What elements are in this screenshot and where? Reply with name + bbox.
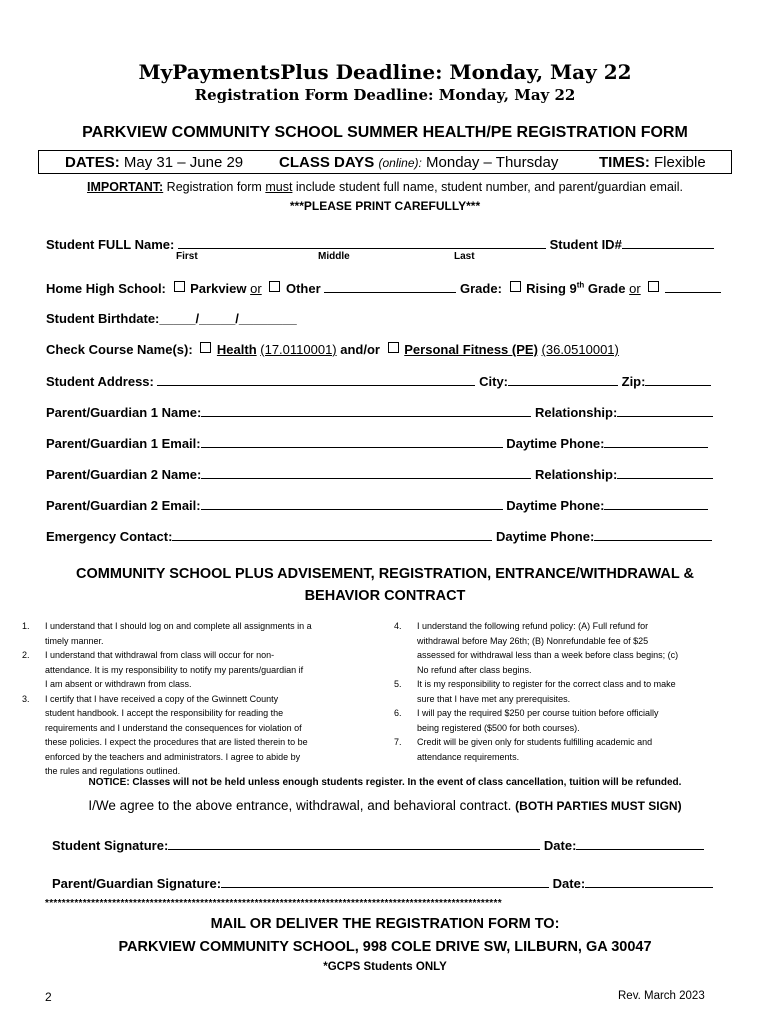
contract-item-line: student handbook. I accept the responsibility for reading the — [45, 708, 284, 718]
pe-checkbox[interactable] — [388, 342, 399, 353]
other-school-field[interactable] — [324, 279, 456, 293]
payments-deadline: MyPaymentsPlus Deadline: Monday, May 22 — [138, 60, 632, 84]
daytime-phone-label-2: Daytime Phone: — [506, 498, 605, 513]
contract-item-line: the rules and regulations outlined. — [45, 766, 181, 776]
health-checkbox[interactable] — [200, 342, 211, 353]
address-row — [46, 372, 711, 389]
contract-item-line: I understand the following refund policy: (A) Full refund for — [417, 621, 649, 631]
other-grade-field[interactable] — [665, 279, 721, 293]
other-label: Other — [285, 281, 321, 296]
pg2-email-row — [46, 496, 708, 513]
zip-field[interactable] — [645, 372, 711, 386]
student-date-label: Date: — [543, 838, 577, 853]
health-label: Health — [216, 342, 257, 357]
important-must: must — [265, 180, 293, 194]
rising-label: Rising 9th Grade — [526, 280, 626, 296]
student-signature-field[interactable] — [168, 836, 540, 850]
form-title: PARKVIEW COMMUNITY SCHOOL SUMMER HEALTH/PE REGISTRATION FORM — [82, 124, 688, 141]
dates — [65, 154, 243, 171]
middle-label: Middle — [318, 251, 350, 262]
contract-item-line: I understand that withdrawal from class will occur for non- — [45, 650, 275, 660]
contract-item-line: I certify that I have received a copy of the Gwinnett County — [45, 693, 279, 704]
daytime-phone-field-2[interactable] — [604, 496, 708, 510]
pe-code: (36.0510001) — [541, 342, 619, 357]
contract-item-line: I will pay the required $250 per course tuition before officially — [417, 708, 659, 718]
class-days-label: CLASS DAYS — [279, 154, 375, 171]
daytime-phone-field-1[interactable] — [604, 434, 708, 448]
student-date-field[interactable] — [576, 836, 704, 850]
contract-item-number: 4. — [394, 621, 402, 631]
important-label: IMPORTANT: — [87, 180, 164, 194]
contract-list-left — [22, 619, 367, 774]
dates-label: DATES: — [65, 154, 120, 171]
course-row — [46, 342, 619, 357]
contract-item-number: 1. — [22, 621, 30, 631]
important-text-b: include student full name, student number, and parent/guardian email. — [292, 180, 683, 194]
student-signature-row — [52, 836, 704, 853]
city-field[interactable] — [508, 372, 618, 386]
check-course-label: Check Course Name(s): — [46, 342, 193, 357]
home-school-label: Home High School: — [46, 281, 166, 296]
other-grade-checkbox[interactable] — [648, 281, 659, 292]
rising-9th-checkbox[interactable] — [510, 281, 521, 292]
or-text-grade: or — [629, 281, 641, 296]
contract-title-line1: COMMUNITY SCHOOL PLUS ADVISEMENT, REGISTRATION, ENTRANCE/WITHDRAWAL & — [76, 566, 694, 582]
birthdate-field[interactable]: Student Birthdate:_____/_____/________ — [46, 311, 297, 326]
revision: Rev. March 2023 — [618, 990, 705, 1002]
contract-item-line: withdrawal before May 26th; (B) Nonrefundable fee of $25 — [417, 635, 649, 646]
important-note — [0, 180, 770, 194]
both-parties-note: (BOTH PARTIES MUST SIGN) — [515, 799, 682, 813]
pg2-name-field[interactable] — [201, 465, 531, 479]
student-id-field[interactable] — [622, 235, 714, 249]
info-box — [38, 150, 732, 174]
pg1-name-field[interactable] — [201, 403, 531, 417]
student-name-row — [46, 235, 714, 252]
parkview-label: Parkview — [190, 281, 247, 296]
pg1-email-label: Parent/Guardian 1 Email: — [46, 436, 201, 451]
last-label: Last — [454, 251, 475, 262]
class-days — [279, 154, 558, 171]
contract-item-line: No refund after class begins. — [417, 664, 532, 675]
separator-stars: ************************************************************************************************************* — [45, 898, 502, 909]
pg1-name-row — [46, 403, 713, 420]
times-value: Flexible — [654, 154, 706, 171]
student-address-label: Student Address: — [46, 374, 154, 389]
form-deadline: Registration Form Deadline: Monday, May 22 — [194, 86, 576, 104]
pg1-email-field[interactable] — [201, 434, 503, 448]
relationship-field-2[interactable] — [617, 465, 713, 479]
dates-value: May 31 – June 29 — [123, 154, 244, 171]
contract-item-line: It is my responsibility to register for the correct class and to make — [417, 679, 676, 689]
city-label: City: — [479, 374, 508, 389]
relationship-label-2: Relationship: — [534, 467, 618, 482]
relationship-field-1[interactable] — [617, 403, 713, 417]
pe-label: Personal Fitness (PE) — [404, 342, 538, 357]
gcps-note: *GCPS Students ONLY — [323, 961, 447, 973]
contract-item-line: sure that I have met any prerequisites. — [417, 693, 571, 704]
zip-label: Zip: — [621, 374, 646, 389]
contract-item-line: I understand that I should log on and complete all assignments in a — [45, 621, 312, 631]
student-address-field[interactable] — [157, 372, 475, 386]
pg1-name-label: Parent/Guardian 1 Name: — [46, 405, 202, 420]
contract-item-number: 7. — [394, 737, 402, 747]
times — [599, 154, 706, 171]
student-name-label: Student FULL Name: — [46, 237, 175, 252]
student-id-label: Student ID# — [549, 237, 622, 252]
student-signature-label: Student Signature: — [52, 838, 169, 853]
pg2-email-label: Parent/Guardian 2 Email: — [46, 498, 201, 513]
parent-signature-label: Parent/Guardian Signature: — [52, 876, 222, 891]
mail-line1: MAIL OR DELIVER THE REGISTRATION FORM TO: — [210, 916, 560, 932]
contract-item-number: 3. — [22, 693, 30, 704]
parkview-checkbox[interactable] — [174, 281, 185, 292]
health-code: (17.0110001) — [260, 342, 337, 357]
contract-item-line: assessed for withdrawal less than a week before class begins; (c) — [417, 650, 679, 660]
relationship-label-1: Relationship: — [534, 405, 618, 420]
andor-text: and/or — [340, 342, 380, 357]
contract-item-number: 5. — [394, 679, 402, 689]
contract-item-line: enforced by the teachers and administrators. I agree to abide by — [45, 751, 301, 762]
home-school-row — [46, 279, 456, 296]
parent-signature-row — [52, 874, 713, 891]
print-carefully: ***PLEASE PRINT CAREFULLY*** — [289, 199, 481, 213]
other-checkbox[interactable] — [269, 281, 280, 292]
agreement-text: I/We agree to the above entrance, withdrawal, and behavioral contract. — [88, 798, 516, 813]
notice: NOTICE: Classes will not be held unless enough students register. In the event of class cancellation, tuition will be refunded. — [88, 777, 682, 788]
contract-item-line: timely manner. — [45, 635, 104, 646]
contract-item-line: being registered ($500 for both courses). — [417, 722, 580, 733]
contract-item-number: 6. — [394, 708, 402, 718]
contract-item-number: 2. — [22, 650, 30, 660]
daytime-phone-label-3: Daytime Phone: — [496, 529, 595, 544]
contract-item-line: attendance requirements. — [417, 751, 520, 762]
parent-signature-field[interactable] — [221, 874, 549, 888]
emergency-field[interactable] — [172, 527, 492, 541]
daytime-phone-field-3[interactable] — [594, 527, 712, 541]
daytime-phone-label-1: Daytime Phone: — [506, 436, 605, 451]
grade-label: Grade: — [460, 281, 502, 296]
student-name-field[interactable] — [178, 235, 546, 249]
pg2-name-label: Parent/Guardian 2 Name: — [46, 467, 202, 482]
agreement — [0, 798, 770, 813]
page-number: 2 — [45, 990, 52, 1004]
mail-line2: PARKVIEW COMMUNITY SCHOOL, 998 COLE DRIVE SW, LILBURN, GA 30047 — [118, 939, 652, 955]
important-text-a: Registration form — [163, 180, 266, 194]
contract-item-line: I am absent or withdrawn from class. — [45, 679, 192, 689]
contract-item-line: these policies. I expect the procedures that are listed therein to be — [45, 737, 308, 747]
contract-item-line: requirements and I understand the consequences for violation of — [45, 722, 302, 733]
class-days-value: Monday – Thursday — [426, 154, 559, 171]
contract-item-line: Credit will be given only for students fulfilling academic and — [417, 737, 653, 747]
pg2-name-row — [46, 465, 713, 482]
grade-row — [460, 279, 721, 296]
pg1-email-row — [46, 434, 708, 451]
contract-list-right — [394, 619, 724, 762]
class-days-note: (online): — [378, 156, 422, 170]
emergency-row — [46, 527, 712, 544]
contract-item-line: attendance. It is my responsibility to notify my parents/guardian if — [45, 664, 304, 675]
emergency-label: Emergency Contact: — [46, 529, 173, 544]
times-label: TIMES: — [599, 154, 650, 171]
contract-title-line2: BEHAVIOR CONTRACT — [304, 588, 466, 604]
parent-date-field[interactable] — [585, 874, 713, 888]
pg2-email-field[interactable] — [201, 496, 503, 510]
first-label: First — [176, 251, 198, 262]
parent-date-label: Date: — [552, 876, 586, 891]
or-text: or — [250, 281, 262, 296]
